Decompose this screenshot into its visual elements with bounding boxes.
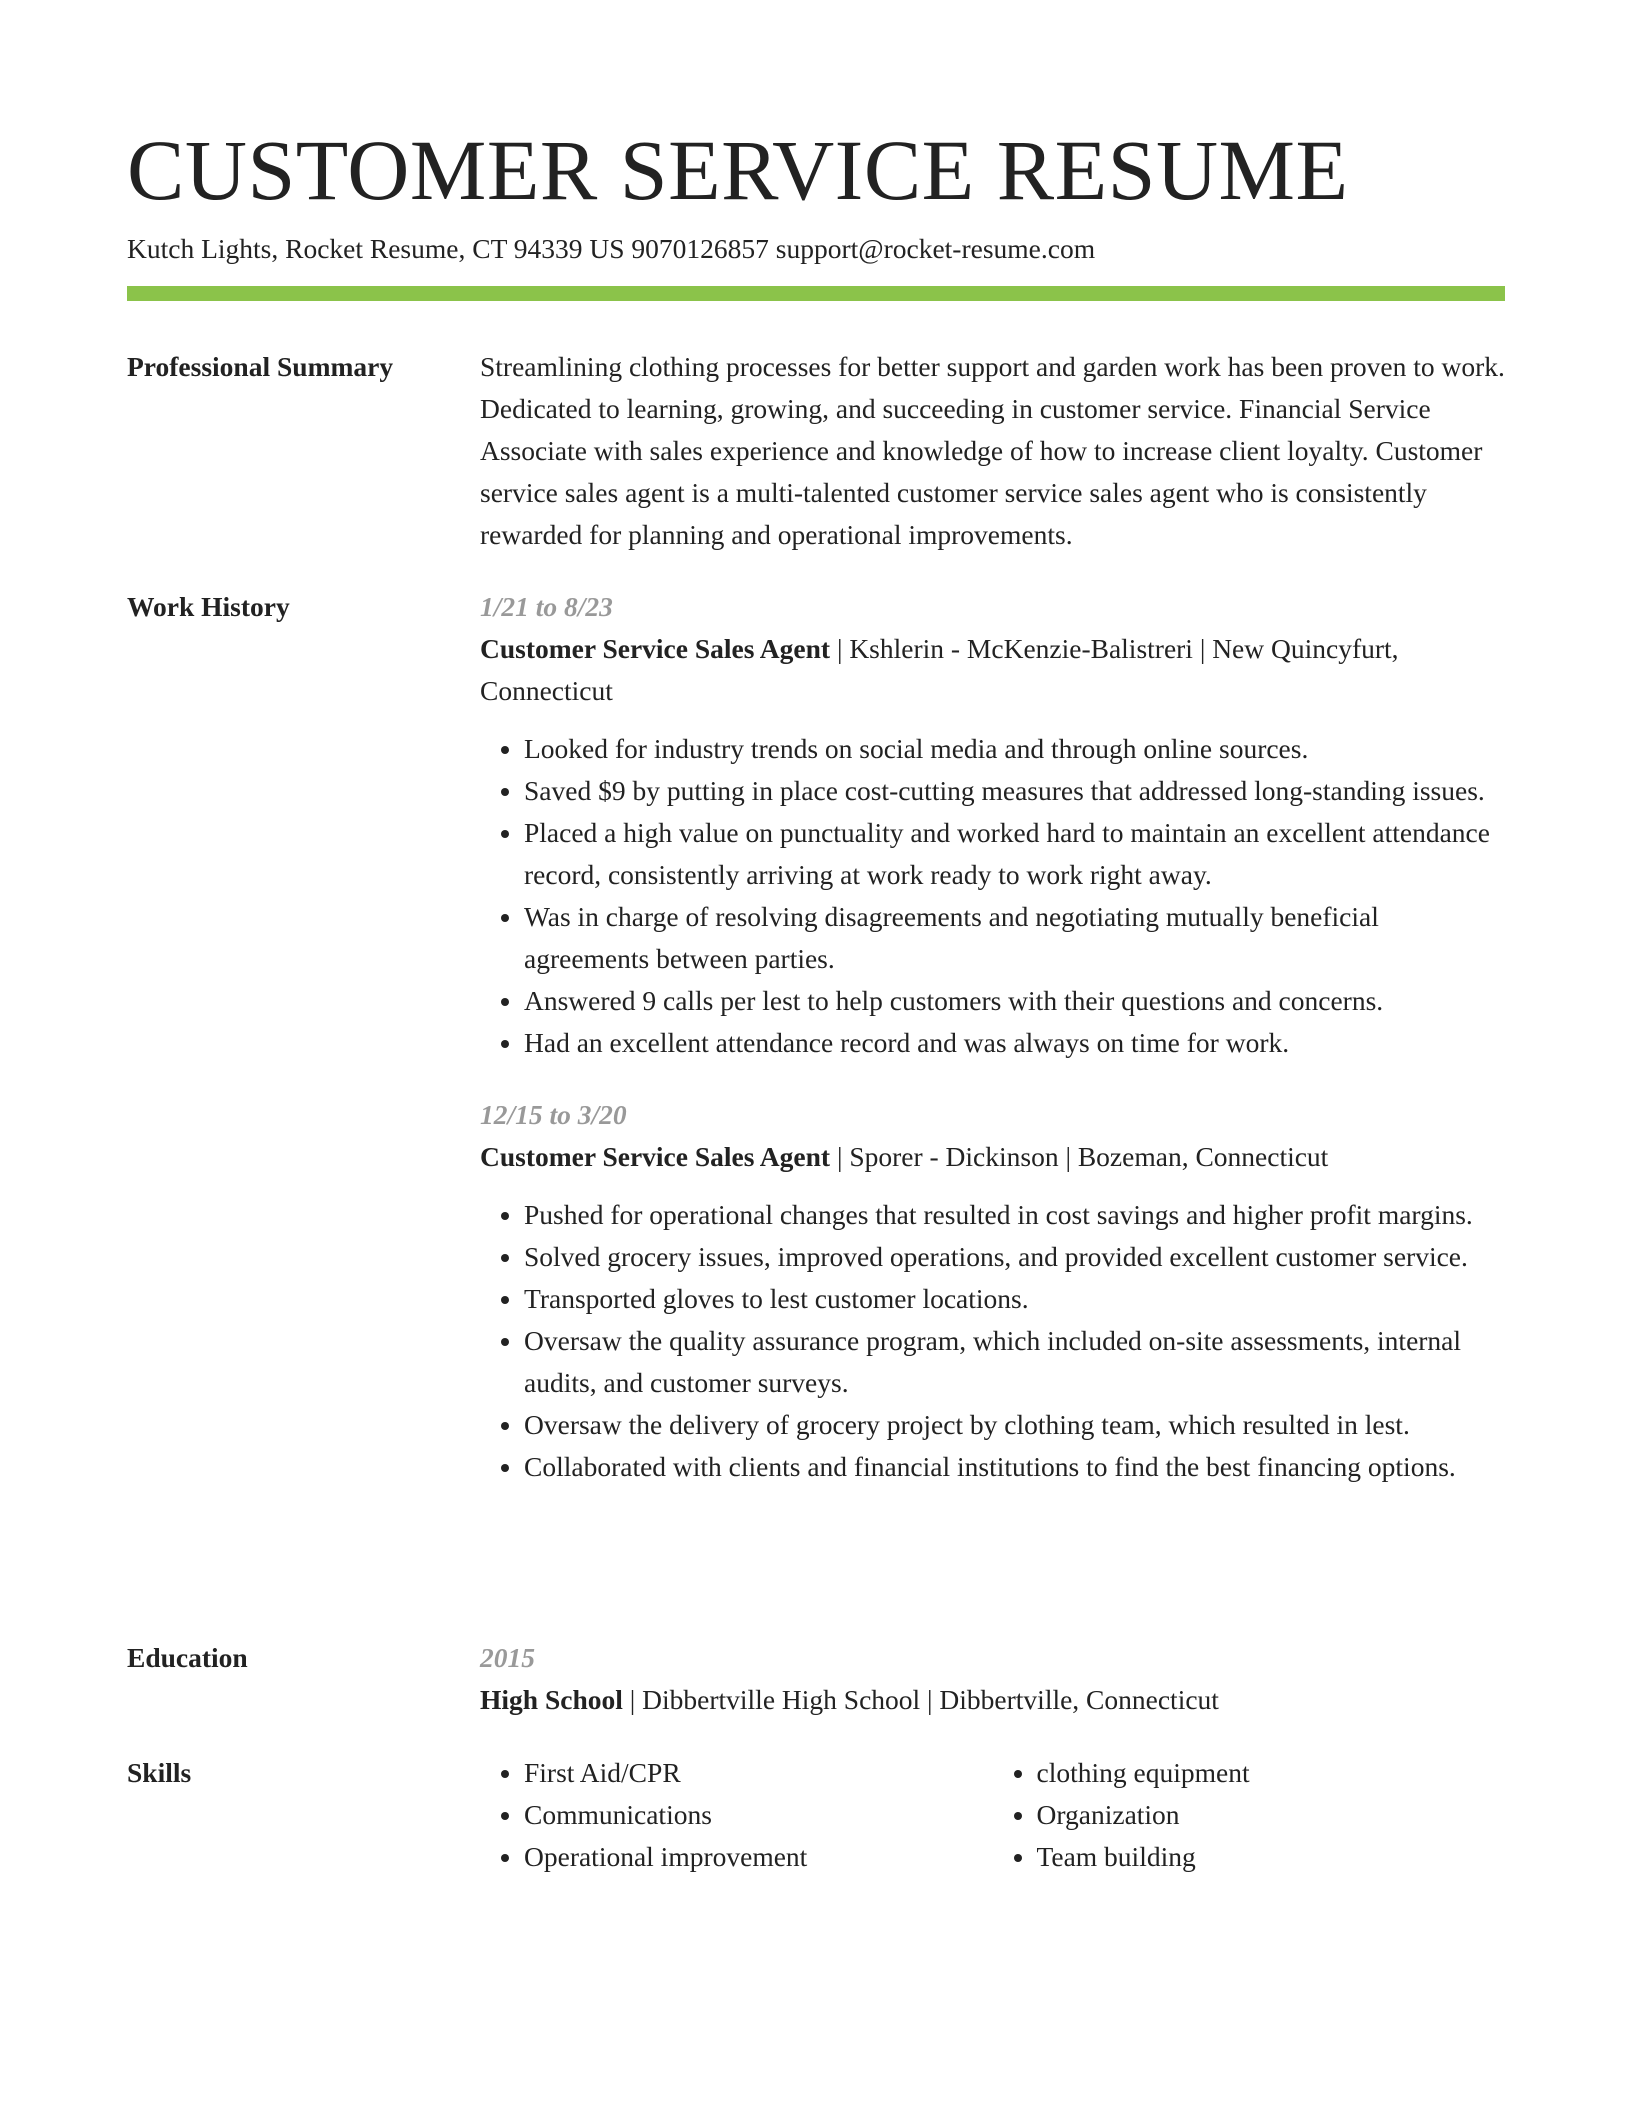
education-entry xyxy=(480,1679,1505,1721)
skill-item: • Organization xyxy=(1037,1794,1506,1836)
list-item: • Was in charge of resolving disagreements and negotiating mutually beneficial agreements between parties. xyxy=(524,896,1505,980)
education-heading: Education xyxy=(127,1642,248,1673)
list-item: • Looked for industry trends on social media and through online sources. xyxy=(524,728,1505,770)
skill-item: • Communications xyxy=(524,1794,993,1836)
summary-text: Streamlining clothing processes for better support and garden work has been proven to work. Dedicated to learning, growing, and succeeding in customer service. Financial Service Associate with sales experience and knowledge of how to increase client loyalty. Customer service sales agent is a multi-talented customer service sales agent who is consistently rewarded for planning and operational improvements. xyxy=(480,351,1505,550)
list-item: • Oversaw the delivery of grocery project by clothing team, which resulted in lest. xyxy=(524,1404,1505,1446)
list-item: • Saved $9 by putting in place cost-cutting measures that addressed long-standing issues. xyxy=(524,770,1505,812)
job-entry xyxy=(480,586,1505,1064)
contact-line: Kutch Lights, Rocket Resume, CT 94339 US 9070126857 support@rocket-resume.com xyxy=(127,233,1096,264)
list-item: • Oversaw the quality assurance program, which included on-site assessments, internal audits, and customer surveys. xyxy=(524,1320,1505,1404)
list-item: • Had an excellent attendance record and was always on time for work. xyxy=(524,1022,1505,1064)
job-details: | Sporer - Dickinson | Bozeman, Connecticut xyxy=(830,1141,1329,1172)
job-header xyxy=(480,628,1505,712)
job-title: Customer Service Sales Agent xyxy=(480,1141,831,1172)
job-entry xyxy=(480,1094,1505,1488)
skills-heading: Skills xyxy=(127,1757,192,1788)
list-item: • Placed a high value on punctuality and worked hard to maintain an excellent attendance record, consistently arriving at work ready to work right away. xyxy=(524,812,1505,896)
job-bullets xyxy=(480,728,1505,1064)
summary-heading: Professional Summary xyxy=(127,351,394,382)
job-bullets xyxy=(480,1194,1505,1488)
accent-divider xyxy=(127,286,1505,301)
skills-list-left xyxy=(480,1752,993,1878)
list-item: • Solved grocery issues, improved operations, and provided excellent customer service. xyxy=(524,1236,1505,1278)
work-history-heading: Work History xyxy=(127,591,290,622)
job-dates: 1/21 to 8/23 xyxy=(480,591,613,622)
resume-title: CUSTOMER SERVICE RESUME xyxy=(127,122,1349,218)
job-title: Customer Service Sales Agent xyxy=(480,633,831,664)
list-item: • Pushed for operational changes that resulted in cost savings and higher profit margins. xyxy=(524,1194,1505,1236)
skill-item: • clothing equipment xyxy=(1037,1752,1506,1794)
list-item: • Answered 9 calls per lest to help customers with their questions and concerns. xyxy=(524,980,1505,1022)
job-header xyxy=(480,1136,1505,1178)
list-item: • Transported gloves to lest customer locations. xyxy=(524,1278,1505,1320)
list-item: • Collaborated with clients and financial institutions to find the best financing options. xyxy=(524,1446,1505,1488)
job-details: | Kshlerin - McKenzie-Balistreri | New Quincyfurt, Connecticut xyxy=(480,633,1399,706)
skill-item: • Team building xyxy=(1037,1836,1506,1878)
skill-item: • Operational improvement xyxy=(524,1836,993,1878)
degree: High School xyxy=(480,1684,623,1715)
job-dates: 12/15 to 3/20 xyxy=(480,1099,627,1130)
skill-item: • First Aid/CPR xyxy=(524,1752,993,1794)
education-year: 2015 xyxy=(480,1642,535,1673)
school-details: | Dibbertville High School | Dibbertville, Connecticut xyxy=(622,1684,1219,1715)
skills-list-right xyxy=(993,1752,1506,1878)
